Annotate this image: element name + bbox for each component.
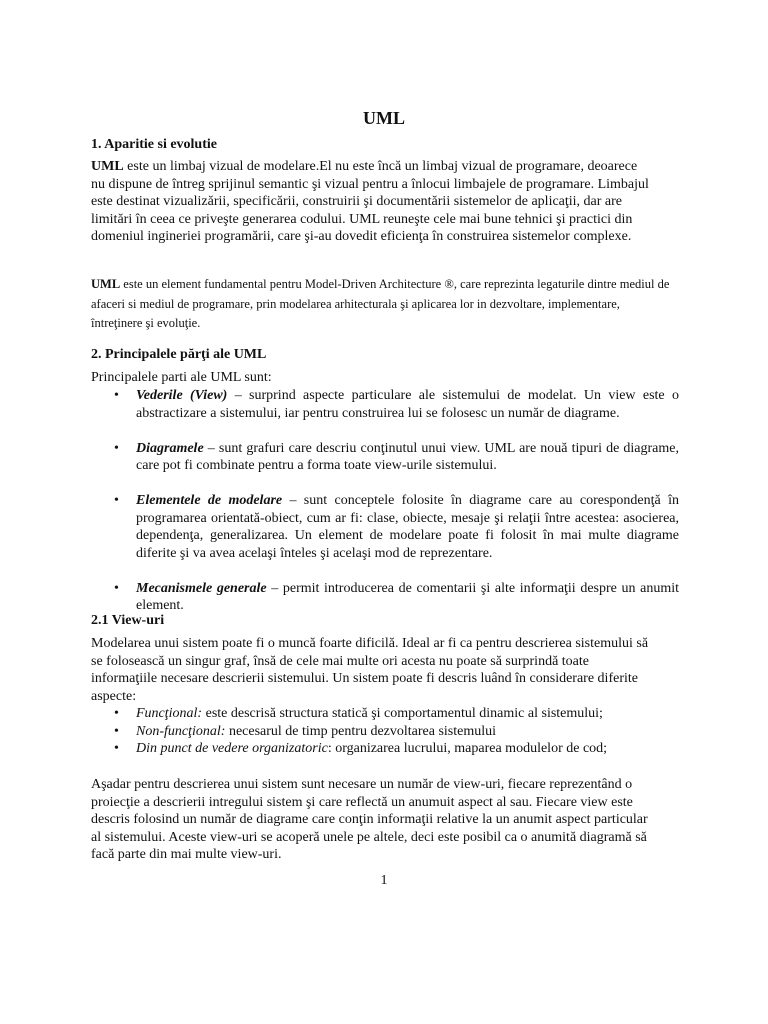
section-2-intro: Principalele parti ale UML sunt:: [91, 370, 272, 385]
page-number: 1: [380, 873, 388, 888]
uml-lead: UML: [91, 159, 124, 174]
section-2-heading: 2. Principalele părţi ale UML: [91, 347, 267, 362]
principal-parts-list: [91, 387, 679, 615]
section-1-paragraph-2: [91, 275, 671, 334]
section-2-1-paragraph-1: Modelarea unui sistem poate fi o muncă foarte dificilă. Ideal ar fi ca pentru descrierea sistemului să se folosească un singur graf, însă de cele mai multe ori acesta nu poate să surprindă toate informaţiile necesare descrierii sistemului. Un sistem poate fi descris luând în considerare diferite aspecte:: [91, 636, 649, 704]
list-item: • Vederile (View) – surprind aspecte particulare ale sistemului de modelat. Un view este o abstractizare a sistemului, iar pentru construirea lui se folosesc un număr de diagrame.: [91, 387, 679, 422]
list-item: • Mecanismele generale – permit introducerea de comentarii şi alte informaţii despre un anumit element.: [91, 580, 679, 615]
list-item: • Elementele de modelare – sunt conceptele folosite în diagrame care au corespondenţă în programarea orientată-obiect, cum ar fi: clase, obiecte, mesaje şi relaţii între acestea: asocierea, dependenţa, generalizarea. Un element de modelare poate fi folosit în mai multe diagrame diferite şi va avea acelaşi înteles şi acelaşi mod de reprezentare.: [91, 492, 679, 562]
uml-lead: UML: [91, 277, 121, 291]
list-item: • Funcţional: este descrisă structura statică şi comportamentul dinamic al sistemului;: [91, 705, 681, 723]
document-title: UML: [363, 108, 405, 128]
list-item: • Din punct de vedere organizatoric: organizarea lucrului, maparea modulelor de cod;: [91, 740, 681, 758]
section-2-1-paragraph-2: Aşadar pentru descrierea unui sistem sunt necesare un număr de view-uri, fiecare reprezentând o proiecţie a descrierii intregului sistem şi care reflectă un anumuit aspect al sau. Fiecare view este descris folosind un număr de diagrame care conţin informaţii relative la un anumit aspect particular al sistemului. Aceste view-uri se acoperă unele pe altele, deci este posibil ca o anumită diagramă să facă parte din mai multe view-uri.: [91, 777, 648, 862]
section-1-heading: 1. Aparitie si evolutie: [91, 137, 217, 152]
list-item: • Diagramele – sunt grafuri care descriu conţinutul unui view. UML are nouă tipuri de diagrame, care pot fi combinate pentru a forma toate view-urile sistemului.: [91, 440, 679, 475]
section-1-paragraph-2-text: este un element fundamental pentru Model-Driven Architecture ®, care reprezinta legaturile dintre mediul de afaceri si mediul de programare, prin modelarea arhitecturala şi aplicarea lor in dezvoltare, implementare, întreţinere şi evoluţie.: [91, 277, 670, 330]
aspects-list: [91, 705, 681, 758]
section-2-1-heading: 2.1 View-uri: [91, 613, 165, 628]
section-1-paragraph-1-text: este un limbaj vizual de modelare.El nu este încă un limbaj vizual de programare, deoarece nu dispune de întreg sprijinul semantic şi vizual pentru a înlocui limbajele de programare. Limbajul este destinat vizualizării, specificării, construirii şi documentării sistemelor de aplicaţii, dar are limitări în ceea ce priveşte generarea codului. UML reuneşte cele mai bune tehnici şi practici din domeniul ingineriei programării, care şi-au dovedit eficienţa în construirea sistemelor complexe.: [91, 159, 649, 244]
section-1-paragraph-1: [91, 158, 651, 246]
list-item: • Non-funcţional: necesarul de timp pentru dezvoltarea sistemului: [91, 723, 681, 741]
